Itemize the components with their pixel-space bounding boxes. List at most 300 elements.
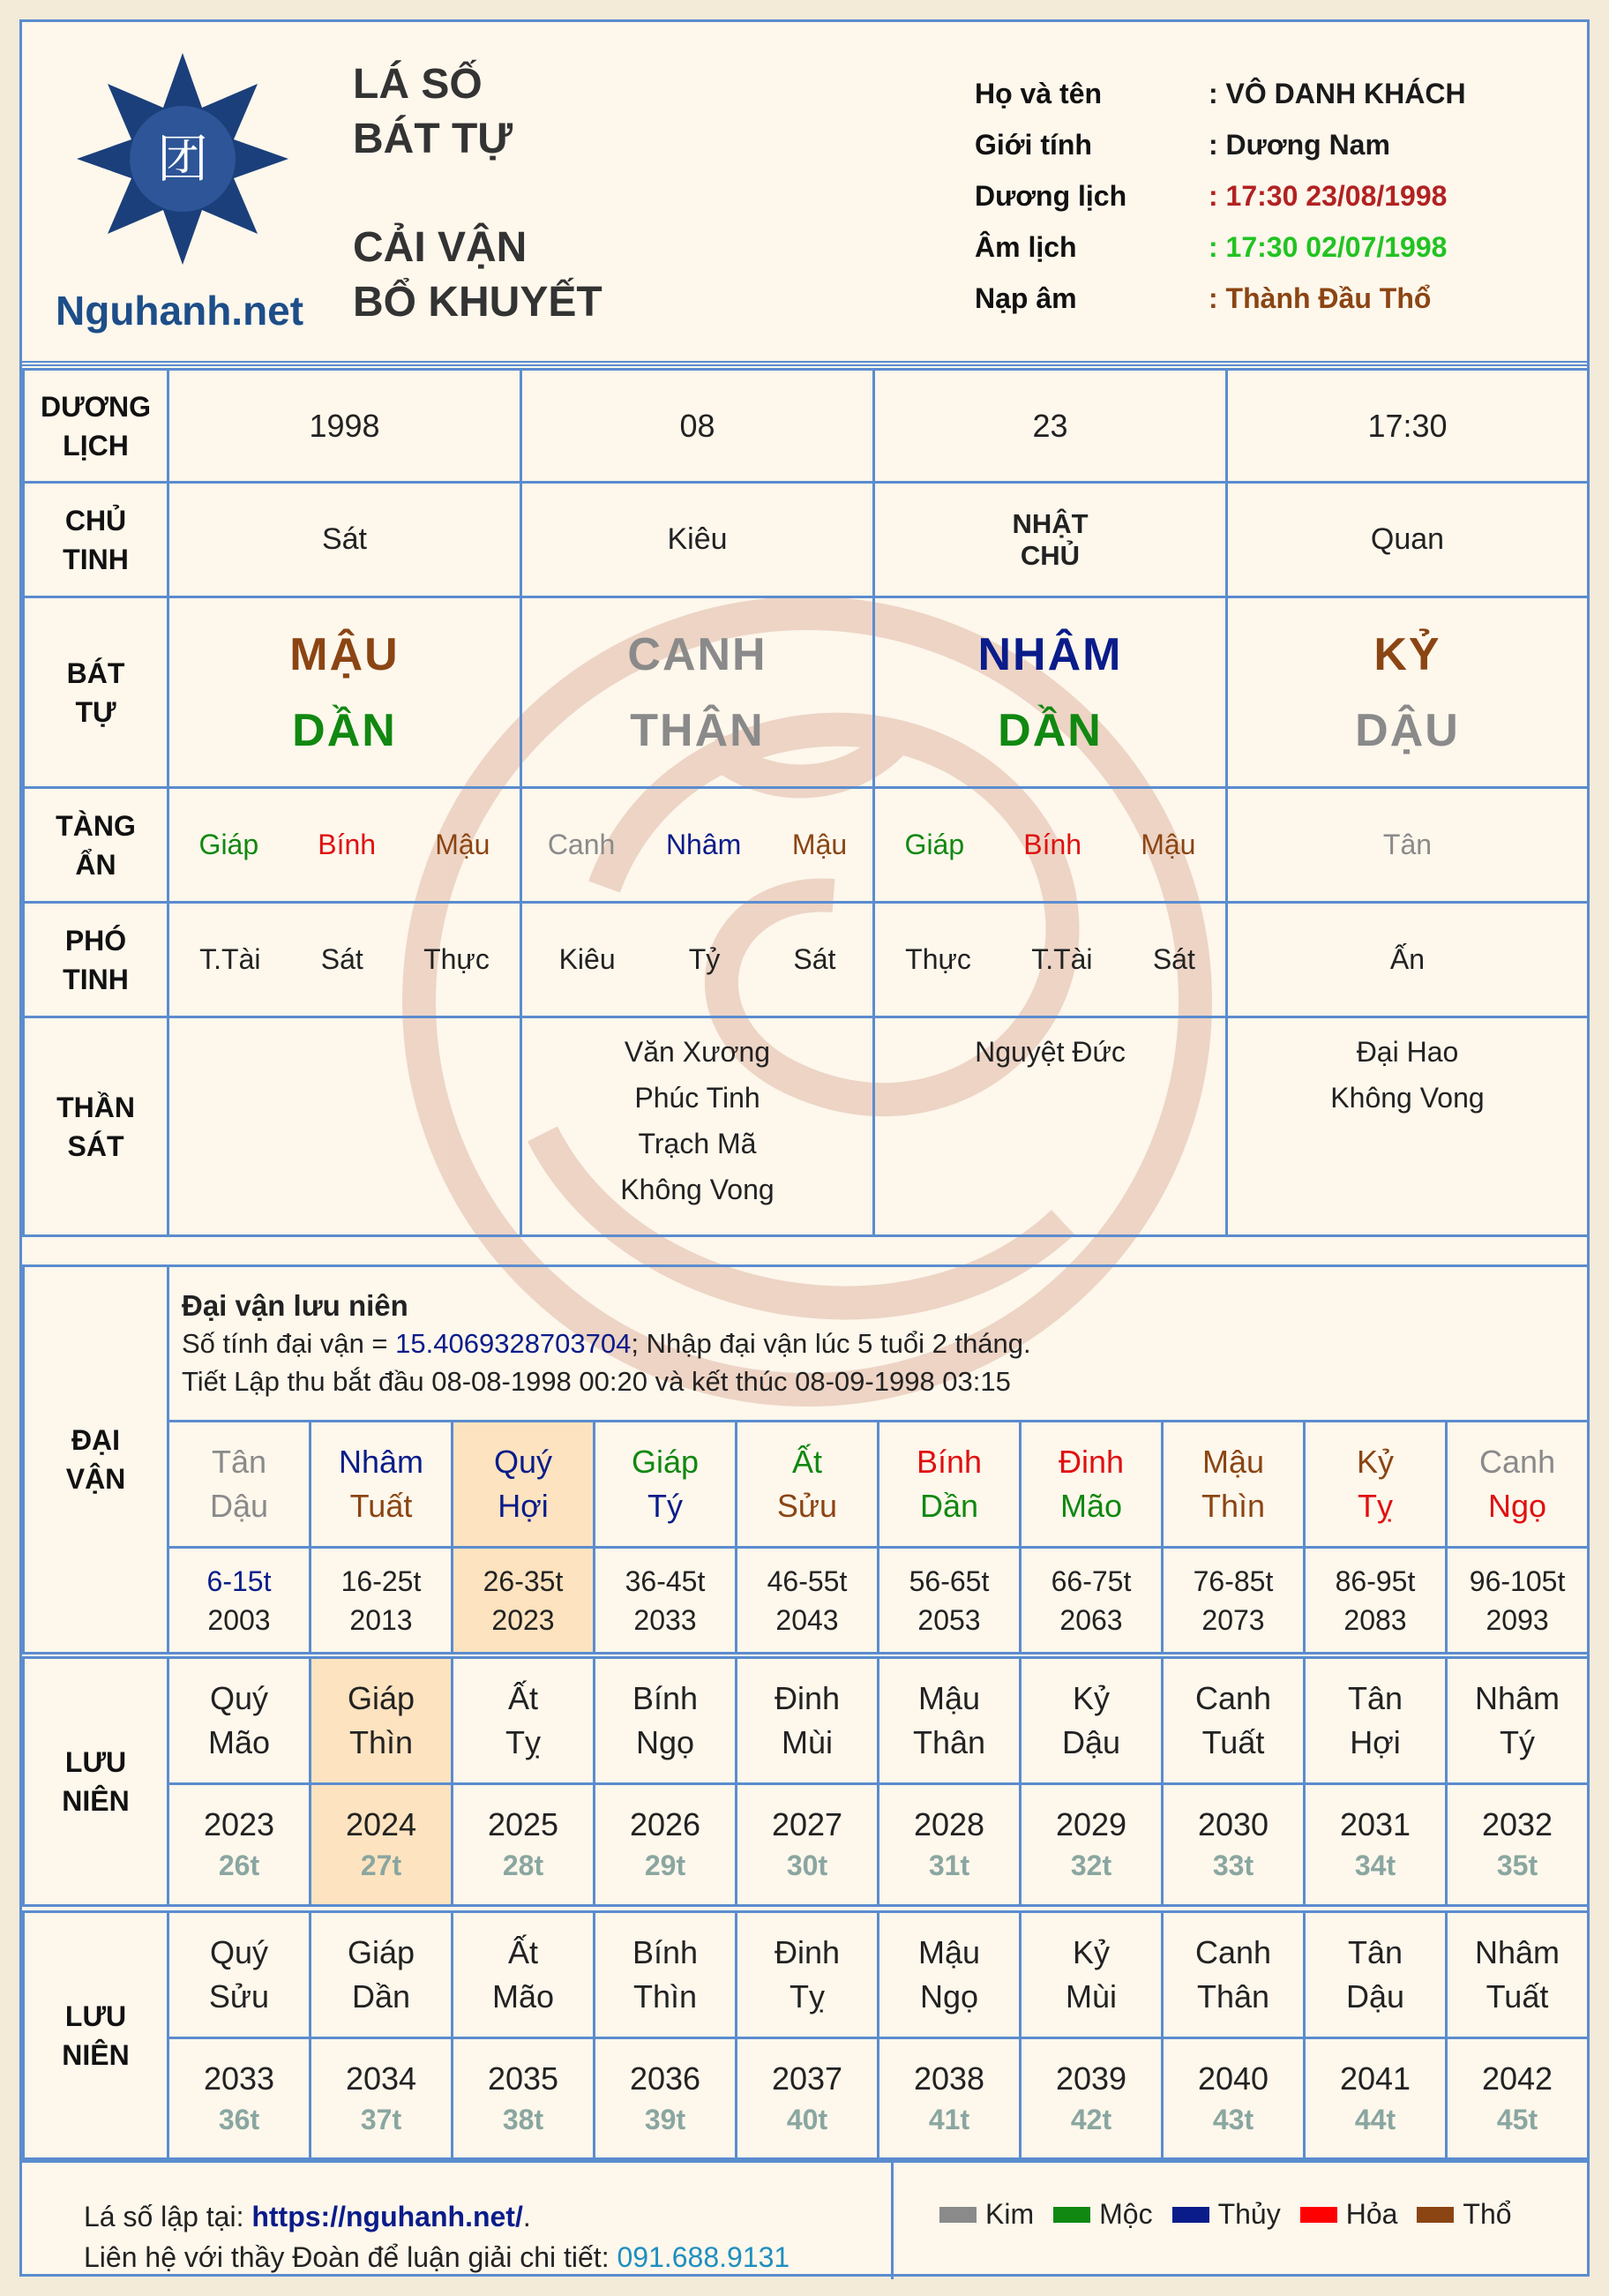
year-stem: Giáp xyxy=(347,1934,415,1970)
info-row xyxy=(975,119,1466,170)
tang-an-cell xyxy=(1227,788,1589,903)
info-row xyxy=(975,170,1466,221)
hidden-stem: Nhâm xyxy=(665,829,742,860)
info-value: : Thành Đầu Thổ xyxy=(1209,281,1432,314)
dai-van-cycle xyxy=(1163,1422,1305,1548)
tang-an-cell xyxy=(874,788,1227,903)
pho-tinh-item: T.Tài xyxy=(1031,943,1093,975)
cycle-branch: Tý xyxy=(647,1488,683,1524)
footer-created-label: Lá số lập tại: xyxy=(84,2201,252,2232)
year-number: 2040 xyxy=(1197,2060,1269,2097)
pho-tinh-item: Sát xyxy=(1152,943,1195,975)
cycle-stem: Kỷ xyxy=(1356,1444,1394,1480)
row-label-line: LƯU xyxy=(64,1746,127,1778)
luu-nien-year-cell xyxy=(168,1784,311,1906)
cycle-stem: Canh xyxy=(1479,1444,1556,1480)
cycle-ages: 16-25t xyxy=(341,1564,422,1597)
footer-contact-label: Liên hệ với thầy Đoàn để luận giải chi tiết: xyxy=(84,2241,617,2273)
earthly-branch: DẬU xyxy=(1355,704,1460,756)
pho-tinh-cell xyxy=(1227,903,1589,1017)
cycle-year: 2023 xyxy=(491,1603,555,1636)
cycle-ages: 96-105t xyxy=(1469,1564,1566,1597)
year-number: 2033 xyxy=(203,2060,275,2097)
dai-van-age-cell xyxy=(453,1548,595,1654)
info-row xyxy=(975,68,1466,119)
info-value: : 17:30 02/07/1998 xyxy=(1209,230,1448,263)
legend-item xyxy=(1172,2198,1281,2231)
pho-tinh-cell xyxy=(874,903,1227,1017)
pho-tinh-item: T.Tài xyxy=(199,943,261,975)
legend-label: Thủy xyxy=(1217,2198,1281,2230)
year-stem: Canh xyxy=(1194,1680,1272,1716)
heavenly-stem: MẬU xyxy=(289,628,400,680)
year-branch: Mão xyxy=(491,1978,555,2015)
chu-tinh-text: CHỦ xyxy=(1020,539,1081,571)
row-label-line: NIÊN xyxy=(62,1785,130,1817)
pho-tinh-item: Ấn xyxy=(1389,943,1426,975)
year-branch: Hợi xyxy=(1350,1724,1401,1760)
year-branch: Tỵ xyxy=(505,1724,541,1760)
luu-nien-year-cell xyxy=(1163,2038,1305,2160)
year-age: 32t xyxy=(1070,1849,1112,1881)
year-number: 2028 xyxy=(913,1805,985,1842)
year-number: 2036 xyxy=(629,2060,701,2097)
date-cell: 17:30 xyxy=(1227,370,1589,483)
earthly-branch: THÂN xyxy=(630,704,765,756)
year-number: 2032 xyxy=(1481,1805,1553,1842)
luu-nien-year-cell xyxy=(1305,2038,1447,2160)
cycle-branch: Tỵ xyxy=(1358,1488,1393,1524)
year-stem: Đinh xyxy=(774,1680,841,1716)
dai-van-title: Đại vận lưu niên xyxy=(182,1289,408,1322)
hidden-stem: Bính xyxy=(318,829,377,860)
hidden-stem: Bính xyxy=(1023,829,1082,860)
year-branch: Dậu xyxy=(1061,1724,1121,1760)
year-branch: Tý xyxy=(1500,1724,1535,1760)
dai-van-stems-row xyxy=(24,1422,1589,1548)
hidden-stem: Mậu xyxy=(791,829,848,860)
cycle-ages: 86-95t xyxy=(1335,1564,1416,1597)
row-label-line: PHÓ xyxy=(64,924,127,957)
dai-van-cycle xyxy=(879,1422,1021,1548)
dai-van-age-cell xyxy=(1447,1548,1589,1654)
luu-nien-pillar xyxy=(737,1912,879,2038)
title-line-3: CẢI VẬN xyxy=(353,224,528,271)
info-row xyxy=(975,273,1466,324)
legend-swatch-icon xyxy=(1300,2207,1337,2223)
year-age: 31t xyxy=(928,1849,970,1881)
than-sat-item: Nguyệt Đức xyxy=(975,1036,1126,1068)
pho-tinh-list xyxy=(875,943,1225,976)
brand-name: Nguhanh.net xyxy=(56,288,304,334)
label-duong-lich xyxy=(24,370,168,483)
calc-suffix: ; Nhập đại vận lúc 5 tuổi 2 tháng. xyxy=(631,1328,1031,1359)
year-stem: Mậu xyxy=(917,1934,981,1970)
year-age: 37t xyxy=(360,2103,402,2135)
date-cell: 1998 xyxy=(168,370,521,483)
row-label-line: LƯU xyxy=(64,2000,127,2032)
legend-swatch-icon xyxy=(1172,2207,1209,2223)
year-number: 2027 xyxy=(771,1805,843,1842)
calc-value: 15.4069328703704 xyxy=(395,1328,632,1359)
dai-van-age-cell xyxy=(595,1548,737,1654)
year-branch: Thìn xyxy=(632,1978,698,2015)
year-number: 2024 xyxy=(345,1805,417,1842)
year-branch: Dần xyxy=(351,1978,411,2015)
year-number: 2023 xyxy=(203,1805,275,1842)
year-stem: Tân xyxy=(1347,1680,1403,1716)
dai-van-cycle xyxy=(311,1422,453,1548)
cycle-ages: 46-55t xyxy=(767,1564,848,1597)
dai-van-age-cell xyxy=(311,1548,453,1654)
dai-van-age-cell xyxy=(1021,1548,1163,1654)
cycle-year: 2043 xyxy=(775,1603,839,1636)
chu-tinh-text: NHẬT xyxy=(1012,507,1089,539)
info-label: Dương lịch xyxy=(975,179,1127,212)
pillars-table xyxy=(22,368,1590,1237)
year-age: 38t xyxy=(502,2103,544,2135)
bat-tu-cell xyxy=(1227,597,1589,788)
luu-nien-year-cell xyxy=(1163,1784,1305,1906)
dai-van-cycle xyxy=(1305,1422,1447,1548)
row-label-line: THẦN xyxy=(56,1091,135,1123)
luu-nien-stems-row xyxy=(24,1912,1589,2038)
footer xyxy=(22,2157,1587,2279)
dai-van-age-cell xyxy=(879,1548,1021,1654)
cycle-branch: Sửu xyxy=(776,1488,838,1524)
year-stem: Quý xyxy=(209,1680,269,1716)
chu-tinh-cell xyxy=(168,483,521,597)
tang-an-cell xyxy=(168,788,521,903)
dai-van-header-row xyxy=(24,1266,1589,1422)
info-label: Họ và tên xyxy=(975,77,1103,109)
title-line-4: BỔ KHUYẾT xyxy=(353,279,602,326)
year-age: 39t xyxy=(644,2103,686,2135)
year-branch: Tuất xyxy=(1201,1724,1265,1760)
row-label-line: TINH xyxy=(63,963,129,995)
year-age: 40t xyxy=(786,2103,828,2135)
cycle-stem: Tân xyxy=(211,1444,267,1480)
hidden-stem: Giáp xyxy=(198,829,259,860)
year-branch: Tỵ xyxy=(790,1978,825,2015)
luu-nien-year-cell xyxy=(453,2038,595,2160)
tang-an-list xyxy=(169,829,520,861)
info-value: : VÔ DANH KHÁCH xyxy=(1209,77,1466,109)
than-sat-cell xyxy=(521,1017,874,1236)
luu-nien-pillar xyxy=(453,1912,595,2038)
luu-nien-pillar xyxy=(311,1912,453,2038)
legend-item xyxy=(1417,2198,1511,2231)
luu-nien-pillar xyxy=(1021,1658,1163,1784)
chu-tinh-cell xyxy=(1227,483,1589,597)
row-label-line: TÀNG xyxy=(56,809,136,842)
pho-tinh-cell xyxy=(168,903,521,1017)
dai-van-age-cell xyxy=(1163,1548,1305,1654)
title-line-1: LÁ SỐ xyxy=(353,61,483,108)
luu-nien-year-cell xyxy=(1021,2038,1163,2160)
year-age: 44t xyxy=(1354,2103,1396,2135)
year-age: 36t xyxy=(218,2103,260,2135)
luu-nien-year-cell xyxy=(879,2038,1021,2160)
pho-tinh-item: Tỷ xyxy=(688,943,721,975)
cycle-ages: 36-45t xyxy=(625,1564,706,1597)
pillar-row-than_sat xyxy=(24,1017,1589,1236)
footer-text xyxy=(84,2196,790,2277)
dai-van-cycle xyxy=(453,1422,595,1548)
year-stem: Giáp xyxy=(347,1680,415,1716)
year-branch: Dậu xyxy=(1345,1978,1405,2015)
year-stem: Đinh xyxy=(774,1934,841,1970)
year-age: 29t xyxy=(644,1849,686,1881)
brand-star-logo-icon xyxy=(77,53,288,265)
earthly-branch: DẦN xyxy=(998,704,1103,756)
legend-swatch-icon xyxy=(1053,2207,1090,2223)
label-luu-nien xyxy=(24,1658,168,1906)
luu-nien-year-cell xyxy=(311,1784,453,1906)
label-bat-tu xyxy=(24,597,168,788)
pillar-row-chu_tinh xyxy=(24,483,1589,597)
heavenly-stem: CANH xyxy=(627,628,767,680)
luu-nien-year-cell xyxy=(1447,1784,1589,1906)
luu-nien-year-cell xyxy=(737,1784,879,1906)
year-number: 2026 xyxy=(629,1805,701,1842)
luu-nien-pillar xyxy=(168,1658,311,1784)
dai-van-age-cell xyxy=(1305,1548,1447,1654)
pho-tinh-item: Sát xyxy=(793,943,836,975)
header xyxy=(22,22,1587,366)
dai-van-age-cell xyxy=(168,1548,311,1654)
pillar-row-bat_tu xyxy=(24,597,1589,788)
year-stem: Tân xyxy=(1347,1934,1403,1970)
dai-van-cycle xyxy=(1447,1422,1589,1548)
year-age: 33t xyxy=(1212,1849,1254,1881)
luu-nien-year-cell xyxy=(1021,1784,1163,1906)
hidden-stem: Mậu xyxy=(1141,829,1196,860)
luu-nien-year-cell xyxy=(453,1784,595,1906)
luu-nien-pillar xyxy=(879,1912,1021,2038)
year-stem: Mậu xyxy=(917,1680,981,1716)
personal-info xyxy=(975,68,1466,324)
year-number: 2039 xyxy=(1055,2060,1127,2097)
chu-tinh-text: Kiêu xyxy=(667,522,728,556)
luu-nien-pillar xyxy=(1163,1658,1305,1784)
luu-nien-table-1 xyxy=(22,1656,1590,1907)
chart-frame xyxy=(19,19,1590,2277)
label-chu-tinh xyxy=(24,483,168,597)
cycle-stem: Nhâm xyxy=(338,1444,424,1480)
year-age: 45t xyxy=(1496,2103,1538,2135)
than-sat-item: Trạch Mã xyxy=(638,1128,757,1159)
tang-an-list xyxy=(522,829,872,861)
pho-tinh-cell xyxy=(521,903,874,1017)
label-dai-van xyxy=(24,1266,168,1654)
year-number: 2041 xyxy=(1339,2060,1411,2097)
than-sat-cell xyxy=(168,1017,521,1236)
than-sat-item: Không Vong xyxy=(620,1174,775,1205)
year-age: 26t xyxy=(218,1849,260,1881)
cycle-year: 2083 xyxy=(1343,1603,1407,1636)
year-age: 42t xyxy=(1070,2103,1112,2135)
bat-tu-cell xyxy=(874,597,1227,788)
luu-nien-year-cell xyxy=(737,2038,879,2160)
year-branch: Thân xyxy=(912,1724,986,1760)
dai-van-table xyxy=(22,1264,1590,1654)
luu-nien-years-row xyxy=(24,2038,1589,2160)
row-label-line: LỊCH xyxy=(63,429,129,461)
cycle-stem: Mậu xyxy=(1201,1444,1265,1480)
phone-number[interactable]: 091.688.9131 xyxy=(617,2241,790,2273)
pillar-row-tang_an xyxy=(24,788,1589,903)
row-label-line: NIÊN xyxy=(62,2039,130,2071)
label-luu-nien xyxy=(24,1912,168,2160)
dai-van-info xyxy=(168,1266,1589,1422)
cycle-stem: Quý xyxy=(493,1444,553,1480)
dai-van-cycle xyxy=(737,1422,879,1548)
year-number: 2037 xyxy=(771,2060,843,2097)
cycle-year: 2063 xyxy=(1059,1603,1123,1636)
luu-nien-pillar xyxy=(879,1658,1021,1784)
cycle-ages: 26-35t xyxy=(483,1564,564,1597)
legend-item xyxy=(939,2198,1034,2231)
date-cell: 23 xyxy=(874,370,1227,483)
info-label: Nạp âm xyxy=(975,281,1077,314)
year-number: 2035 xyxy=(487,2060,559,2097)
year-stem: Bính xyxy=(632,1680,699,1716)
year-stem: Bính xyxy=(632,1934,699,1970)
luu-nien-year-cell xyxy=(595,2038,737,2160)
cycle-ages: 66-75t xyxy=(1051,1564,1132,1597)
info-label: Giới tính xyxy=(975,128,1092,161)
year-age: 30t xyxy=(786,1849,828,1881)
luu-nien-pillar xyxy=(1021,1912,1163,2038)
earthly-branch: DẦN xyxy=(292,704,397,756)
year-number: 2031 xyxy=(1339,1805,1411,1842)
pho-tinh-item: Sát xyxy=(320,943,363,975)
year-stem: Kỷ xyxy=(1072,1680,1110,1716)
than-sat-item: Đại Hao xyxy=(1356,1036,1459,1068)
cycle-stem: Bính xyxy=(916,1444,983,1480)
than-sat-item: Phúc Tinh xyxy=(634,1082,760,1114)
legend-label: Kim xyxy=(985,2198,1035,2230)
luu-nien-table-2 xyxy=(22,1910,1590,2161)
label-than-sat xyxy=(24,1017,168,1236)
cycle-stem: Ất xyxy=(791,1444,822,1480)
year-branch: Mùi xyxy=(781,1724,833,1760)
luu-nien-pillar xyxy=(311,1658,453,1784)
hidden-stem: Tân xyxy=(1382,829,1433,860)
bat-tu-cell xyxy=(168,597,521,788)
cycle-year: 2013 xyxy=(349,1603,413,1636)
cycle-branch: Mão xyxy=(1059,1488,1123,1524)
cycle-stem: Giáp xyxy=(631,1444,700,1480)
cycle-stem: Đinh xyxy=(1058,1444,1125,1480)
pho-tinh-item: Thực xyxy=(905,943,971,975)
pho-tinh-list xyxy=(169,943,520,976)
dai-van-calc-line xyxy=(182,1324,1587,1362)
legend-label: Mộc xyxy=(1099,2198,1153,2230)
site-link[interactable]: https://nguhanh.net/ xyxy=(251,2201,523,2232)
luu-nien-pillar xyxy=(1447,1658,1589,1784)
tang-an-cell xyxy=(521,788,874,903)
calc-prefix: Số tính đại vận = xyxy=(182,1328,396,1359)
luu-nien-pillar xyxy=(595,1912,737,2038)
year-stem: Ất xyxy=(507,1680,538,1716)
pillar-row-pho_tinh xyxy=(24,903,1589,1017)
hidden-stem: Giáp xyxy=(904,829,965,860)
cycle-ages: 76-85t xyxy=(1193,1564,1274,1597)
year-number: 2030 xyxy=(1197,1805,1269,1842)
luu-nien-year-cell xyxy=(311,2038,453,2160)
year-stem: Ất xyxy=(507,1934,538,1970)
year-age: 41t xyxy=(928,2103,970,2135)
label-tang-an xyxy=(24,788,168,903)
than-sat-cell xyxy=(874,1017,1227,1236)
luu-nien-pillar xyxy=(1305,1912,1447,2038)
luu-nien-year-cell xyxy=(1447,2038,1589,2160)
pho-tinh-list xyxy=(522,943,872,976)
luu-nien-years-row xyxy=(24,1784,1589,1906)
element-legend xyxy=(939,2198,1531,2231)
row-label-line: CHỦ xyxy=(64,504,127,536)
dai-van-cycle xyxy=(168,1422,311,1548)
year-branch: Tuất xyxy=(1486,1978,1549,2015)
cycle-branch: Hợi xyxy=(498,1488,549,1524)
heavenly-stem: NHÂM xyxy=(977,628,1123,680)
tang-an-list xyxy=(875,829,1225,861)
row-label-line: DƯƠNG xyxy=(41,390,151,423)
cycle-year: 2003 xyxy=(207,1603,271,1636)
year-number: 2034 xyxy=(345,2060,417,2097)
dai-van-cycle xyxy=(595,1422,737,1548)
hidden-stem: Mậu xyxy=(435,829,490,860)
legend-label: Thổ xyxy=(1463,2198,1512,2230)
year-age: 43t xyxy=(1212,2103,1254,2135)
luu-nien-stems-row xyxy=(24,1658,1589,1784)
luu-nien-year-cell xyxy=(1305,1784,1447,1906)
year-number: 2042 xyxy=(1481,2060,1553,2097)
year-age: 27t xyxy=(360,1849,402,1881)
cycle-branch: Tuất xyxy=(349,1488,413,1524)
year-number: 2025 xyxy=(487,1805,559,1842)
luu-nien-pillar xyxy=(737,1658,879,1784)
luu-nien-year-cell xyxy=(879,1784,1021,1906)
luu-nien-pillar xyxy=(168,1912,311,2038)
pillar-row-duong_lich xyxy=(24,370,1589,483)
row-label-line: ẨN xyxy=(75,848,116,881)
year-number: 2038 xyxy=(913,2060,985,2097)
cycle-branch: Ngọ xyxy=(1488,1488,1547,1524)
row-label-line: SÁT xyxy=(67,1129,124,1162)
label-pho-tinh xyxy=(24,903,168,1017)
cycle-ages: 56-65t xyxy=(909,1564,990,1597)
cycle-year: 2073 xyxy=(1201,1603,1265,1636)
luu-nien-pillar xyxy=(1305,1658,1447,1784)
luu-nien-year-cell xyxy=(168,2038,311,2160)
dai-van-ages-row xyxy=(24,1548,1589,1654)
year-age: 34t xyxy=(1354,1849,1396,1881)
than-sat-item: Không Vong xyxy=(1330,1082,1485,1114)
row-label-line: BÁT xyxy=(66,657,125,689)
dai-van-cycle xyxy=(1021,1422,1163,1548)
cycle-year: 2093 xyxy=(1486,1603,1549,1636)
svg-text:团: 团 xyxy=(156,129,209,189)
row-label-line: TINH xyxy=(63,543,129,575)
row-label-line: VẬN xyxy=(65,1463,126,1495)
luu-nien-year-cell xyxy=(595,1784,737,1906)
date-cell: 08 xyxy=(521,370,874,483)
chu-tinh-cell xyxy=(521,483,874,597)
bat-tu-cell xyxy=(521,597,874,788)
